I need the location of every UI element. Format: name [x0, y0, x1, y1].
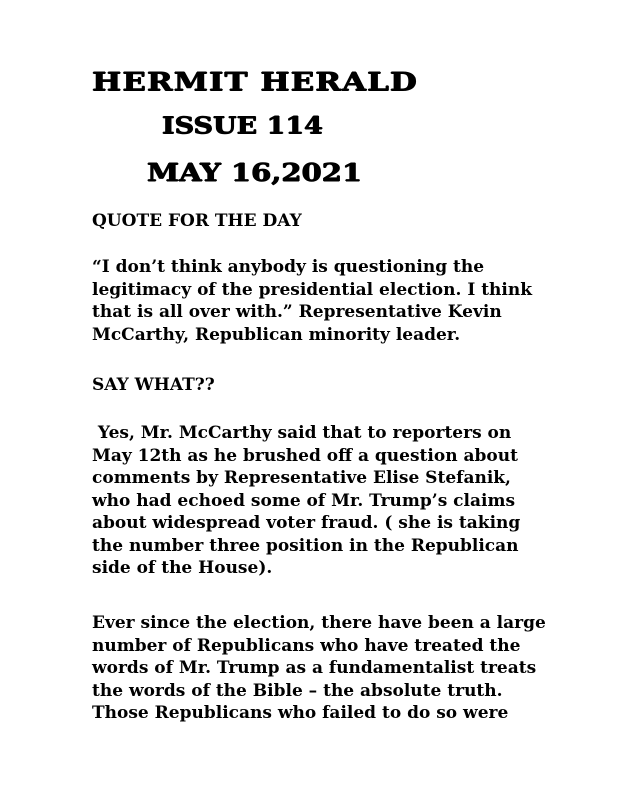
quote-heading-text: QUOTE FOR THE DAY — [92, 211, 302, 231]
paragraph-line: Ever since the election, there have been a large — [92, 613, 546, 633]
issue-number: ISSUE 114 — [162, 113, 323, 140]
paragraph-line: comments by Representative Elise Stefanik, — [92, 468, 511, 488]
paragraph-line: Yes, Mr. McCarthy said that to reporters on — [92, 423, 512, 443]
issue-date: MAY 16,2021 — [147, 158, 363, 187]
quote-heading — [92, 210, 532, 233]
say-what-heading-text: SAY WHAT?? — [92, 375, 215, 395]
paragraph-line: the number three position in the Republican — [92, 535, 519, 556]
quote-paragraph — [92, 256, 532, 346]
paragraph-line: side of the House). — [92, 558, 273, 578]
say-what-heading — [92, 374, 532, 397]
paragraph-mccarthy — [92, 422, 532, 580]
paragraph-line: Those Republicans who failed to do so were — [92, 703, 509, 723]
paragraph-line: number of Republicans who have treated the — [92, 635, 521, 656]
paragraph-line: May 12th as he brushed off a question about — [92, 445, 518, 466]
quote-line: legitimacy of the presidential election. I think — [92, 279, 533, 300]
paragraph-line: about widespread voter fraud. ( she is taking — [92, 513, 521, 533]
quote-line: “I don’t think anybody is questioning the — [92, 257, 485, 277]
paragraph-line: words of Mr. Trump as a fundamentalist treats — [92, 658, 537, 678]
paragraph-election — [92, 612, 546, 725]
paragraph-line: the words of the Bible – the absolute truth. — [92, 680, 503, 701]
paragraph-line: who had echoed some of Mr. Trump’s claims — [92, 490, 516, 511]
quote-line: McCarthy, Republican minority leader. — [92, 324, 461, 345]
newsletter-title: HERMIT HERALD — [92, 68, 418, 97]
quote-line: that is all over with.” Representative Kevin — [92, 302, 502, 322]
